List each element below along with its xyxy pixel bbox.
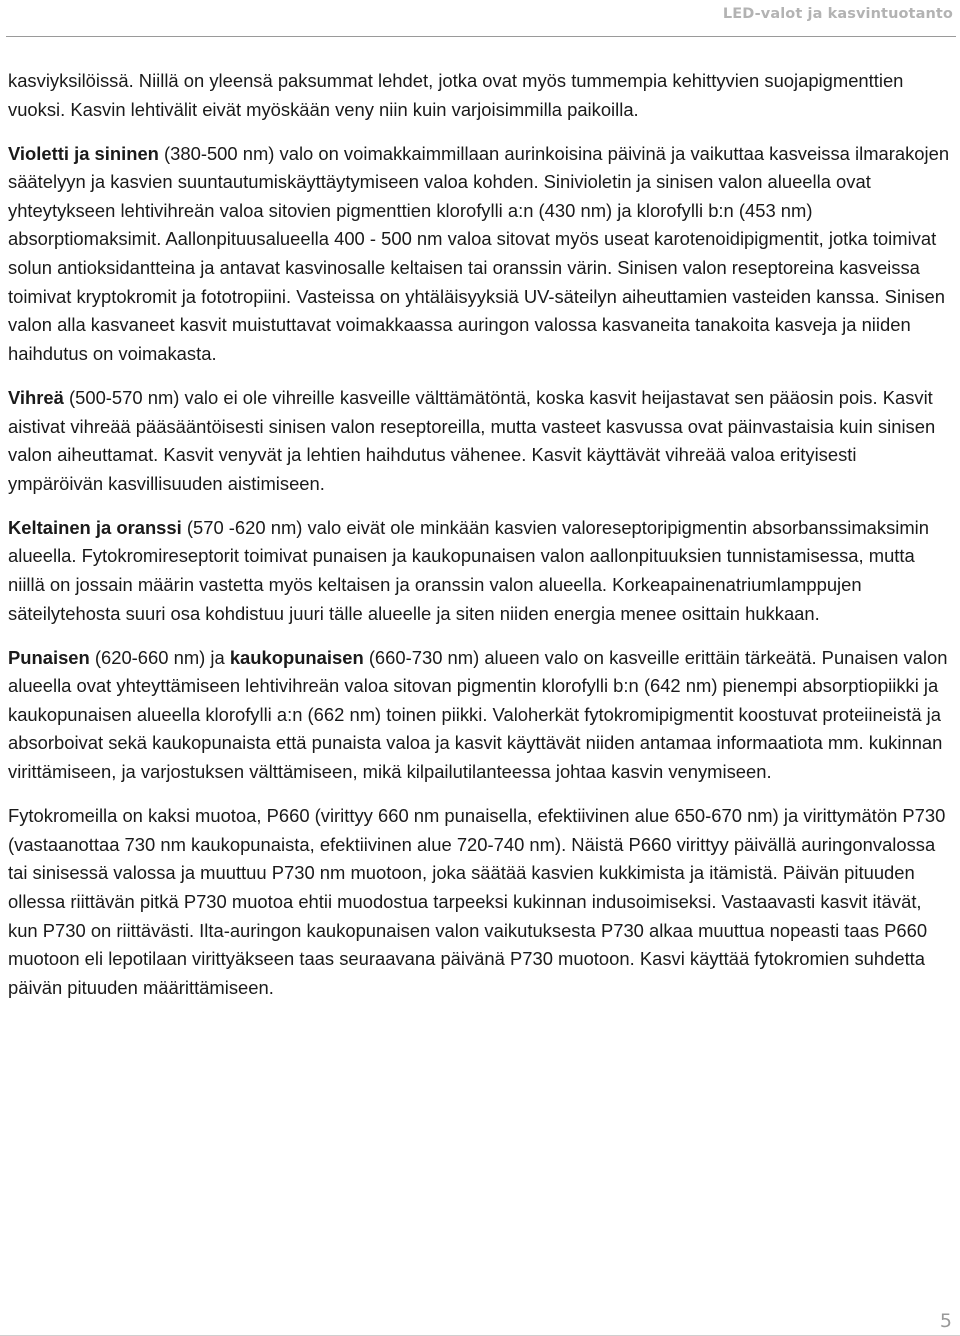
page-number: 5	[939, 1310, 952, 1332]
term-violet-blue: Violetti ja sininen	[8, 142, 159, 164]
paragraph-phytochrome: Fytokromeilla on kaksi muotoa, P660 (virittyy 660 nm punaisella, efektiivinen alue 650-670 nm) ja virittymätön P730 (vastaanottaa 730 nm kaukopunaista, efektiivinen alue 720-740 nm). Näistä P660 virittyy päivällä auringonvalossa tai sinisessä valossa ja muuttuu P730 nm muotoon, joka säätää kasvien kukkimista ja itämistä. Päivän pituuden ollessa riittävän pitkä P730 muotoa ehtii muodostua tarpeeksi kukinnan indusoimiseksi. Vastaavasti kasvit itävät, kun P730 on riittävästi. Ilta-auringon kaukopunaisen valon vaikutuksesta P730 alkaa muuttua nopeasti taas P660 muotoon eli lepotilaan virittyäkseen taas seuraavana päivänä P730 muotoon. Kasvi käyttää fytokromien suhdetta päivän pituuden määrittämiseen.	[8, 805, 946, 998]
term-red: Punaisen	[8, 646, 90, 668]
paragraph-green-text: (500-570 nm) valo ei ole vihreille kasveille välttämätöntä, koska kasvit heijastavat sen pääosin pois. Kasvit aistivat vihreää pääsääntöisesti sinisen valon reseptoreilla, mutta vasteet kasvussa ovat päinvastaisia kuin sinisen valon aiheuttamat. Kasvit venyvät ja lehtien haihdutus vähenee. Kasvit käyttävät vihreää valoa erityisesti ympäröivän kasvillisuuden aistimiseen.	[8, 386, 936, 494]
paragraph-violet-blue	[8, 140, 956, 369]
term-green: Vihreä	[8, 386, 64, 408]
paragraph-yellow-orange-text: (570 -620 nm) valo eivät ole minkään kasvien valoreseptoripigmentin absorbanssimaksimin alueella. Fytokromireseptorit toimivat punaisen ja kaukopunaisen valon aallonpituuksien tunnistamisessa, mutta niillä on jossain määrin vastetta myös keltaisen ja oranssin valon alueella. Korkeapainenatriumlamppujen säteilytehosta suuri osa kohdistuu juuri tälle alueelle ja siten niiden energia menee osittain hukkaan.	[8, 516, 929, 624]
paragraph-yellow-orange	[8, 514, 956, 628]
term-yellow-orange: Keltainen ja oranssi	[8, 516, 182, 538]
paragraph-red-farred	[8, 644, 956, 787]
paragraph-green	[8, 384, 956, 498]
body-text	[8, 67, 956, 1018]
running-header-title: LED-valot ja kasvintuotanto	[722, 6, 953, 22]
header-divider	[6, 36, 956, 37]
paragraph-violet-blue-text: (380-500 nm) valo on voimakkaimmillaan aurinkoisina päivinä ja vaikuttaa kasveissa ilmarakojen säätelyyn ja kasvien suuntautumiskäyttäytymiseen valoa kohden. Sinivioletin ja sinisen valon alueella ovat yhteytykseen lehtivihreän valoa sitovien pigmenttien klorofylli a:n (430 nm) ja klorofylli b:n (453 nm) absorptiomaksimit. Aallonpituusalueella 400 - 500 nm valoa sitovat myös useat karotenoidipigmentit, jotka toimivat solun antioksidantteina ja antavat kasvinosalle keltaisen tai oranssin värin. Sinisen valon reseptoreina kasveissa toimivat kryptokromit ja fototropiini. Vasteissa on yhtäläisyyksiä UV-säteilyn aiheuttamien vasteiden kanssa. Sinisen valon alla kasvaneet kasvit muistuttavat voimakkaassa auringon valossa kasvaneita tanakoita kasveja ja niiden haihdutus on voimakasta.	[8, 142, 950, 364]
paragraph-intro: kasviyksilöissä. Niillä on yleensä paksummat lehdet, jotka ovat myös tummempia kehittyvien suojapigmenttien vuoksi. Kasvin lehtivälit eivät myöskään veny niin kuin varjoisimmilla paikoilla.	[8, 70, 904, 120]
paragraph-red-text-1: (620-660 nm) ja	[89, 646, 230, 668]
term-far-red: kaukopunaisen	[229, 646, 364, 668]
paragraph-red-text-2: (660-730 nm) alueen valo on kasveille erittäin tärkeätä. Punaisen valon alueella ovat yhteyttämiseen lehtivihreän valoa sitovan pigmentin klorofylli b:n (642 nm) pienempi absorptiopiikki ja kaukopunaisen alueella klorofylli a:n (662 nm) toinen piikki. Valoherkät fytokromipigmentit koostuvat proteiineistä ja absorboivat sekä kaukopunaista että punaista valoa ja kasvit käyttävät niiden antamaa informaatiota mm. kukinnan virittämiseen, ja varjostuksen välttämiseen, mikä kilpailutilanteessa johtaa kasvin venymiseen.	[8, 646, 948, 783]
